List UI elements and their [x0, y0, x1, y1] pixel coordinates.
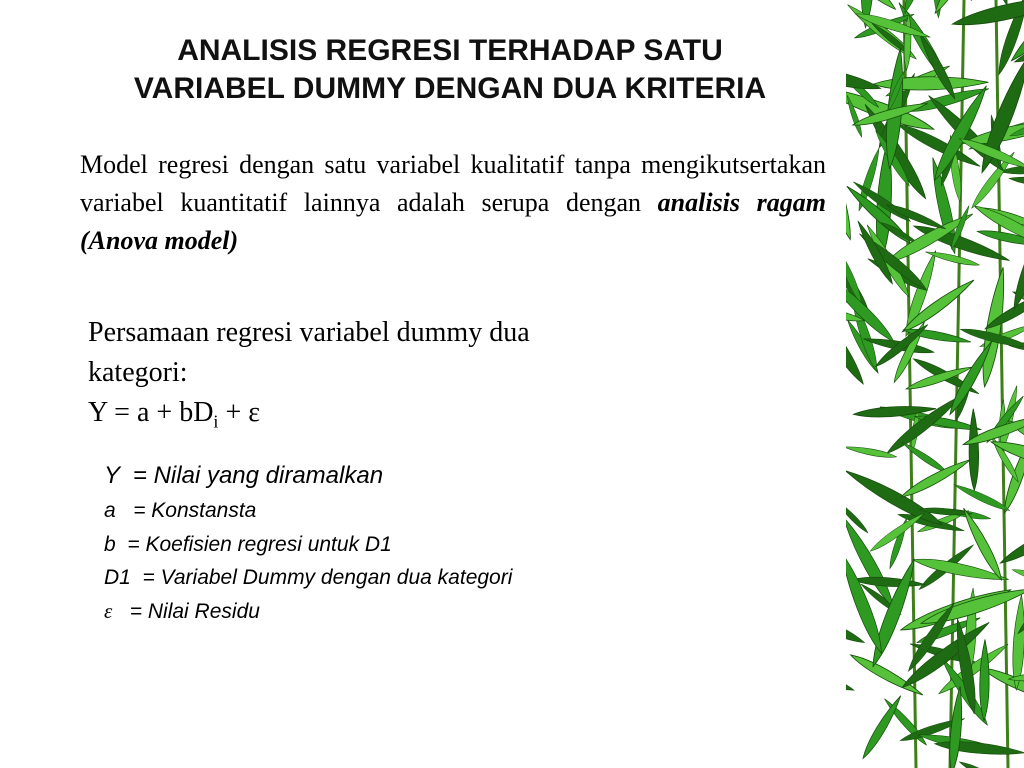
- legend-symbol: D1: [104, 566, 131, 589]
- legend-definition: = Koefisien regresi untuk D1: [115, 532, 392, 556]
- equation-caption-line-1: Persamaan regresi variabel dummy dua: [88, 317, 530, 348]
- equation-main: Y = a + bD: [88, 397, 214, 428]
- slide-title-line-1: ANALISIS REGRESI TERHADAP SATU: [177, 34, 723, 67]
- bamboo-leaf: [846, 465, 945, 530]
- legend-item-d1: [104, 561, 804, 595]
- slide-title-line-2: VARIABEL DUMMY DENGAN DUA KRITERIA: [133, 72, 767, 105]
- legend-definition: = Variabel Dummy dengan dua kategori: [130, 566, 513, 589]
- legend-symbol: Y: [104, 462, 120, 489]
- legend-item-a: [104, 494, 804, 528]
- legend-definition: = Konstansta: [115, 499, 257, 522]
- legend-symbol: b: [104, 532, 116, 556]
- bamboo-leaf: [1009, 175, 1024, 190]
- intro-text: Model regresi dengan satu variabel kualitatif tanpa mengikutsertakan variabel kuantitatif lainnya adalah serupa dengan: [80, 150, 826, 217]
- equation-caption-line-2: kategori:: [88, 357, 188, 388]
- regression-equation: [88, 393, 648, 433]
- bamboo-leaf: [1011, 566, 1024, 591]
- equation-tail: + ε: [218, 397, 260, 428]
- legend-symbol: ε: [104, 598, 113, 623]
- bamboo-leaf: [998, 516, 1024, 568]
- bamboo-leaf: [859, 693, 904, 760]
- bamboo-leaf: [969, 409, 979, 491]
- bamboo-leaves-illustration: [846, 0, 1024, 768]
- legend-definition: = Nilai yang diramalkan: [119, 462, 384, 489]
- legend-symbol: a: [104, 499, 116, 522]
- bamboo-leaf: [978, 266, 1010, 388]
- legend-item-b: [104, 528, 804, 562]
- bamboo-leaf: [979, 639, 989, 720]
- variable-legend: [104, 458, 804, 628]
- legend-item-y: [104, 458, 804, 494]
- legend-item-epsilon: [104, 595, 804, 629]
- slide-title: [20, 32, 880, 108]
- legend-definition: = Nilai Residu: [112, 599, 260, 623]
- equation-block: [88, 313, 648, 433]
- intro-emphasis: analisis ragam (Anova model): [80, 188, 826, 255]
- bamboo-leaf: [958, 759, 1010, 768]
- intro-paragraph: [80, 146, 826, 260]
- equation-subscript: i: [213, 411, 219, 432]
